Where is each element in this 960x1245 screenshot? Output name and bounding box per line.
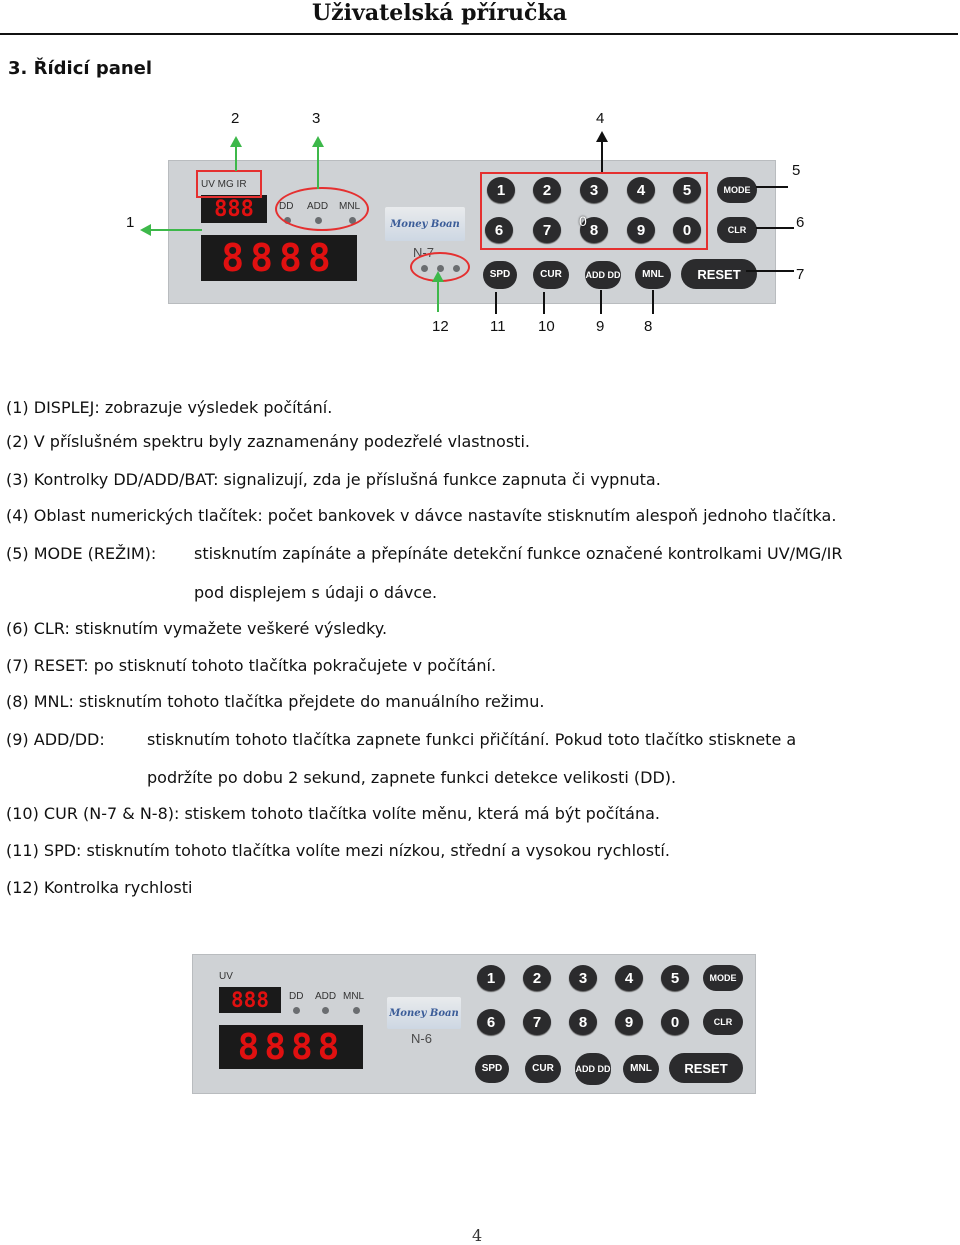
mnl-button[interactable]: MNL [635,261,671,289]
arrow-1-shaft [150,229,202,231]
desc-9-label: (9) ADD/DD: [6,730,105,749]
n6-num-button-8[interactable]: 8 [569,1009,597,1035]
desc-2: (2) V příslušném spektru byly zaznamenány podezřelé vlastnosti. [6,432,530,451]
desc-7: (7) RESET: po stisknutí tohoto tlačítka pokračujete v počítání. [6,656,497,675]
n6-add-dd-button[interactable]: ADD DD [575,1053,611,1085]
n6-cur-button[interactable]: CUR [525,1055,561,1083]
led-label-dd: DD [279,201,294,212]
spd-button[interactable]: SPD [483,261,517,289]
n6-num-button-2[interactable]: 2 [523,965,551,991]
desc-10: (10) CUR (N-7 & N-8): stiskem tohoto tlačítka volíte měnu, která má být počítána. [6,804,660,823]
arrow-2-head [230,136,242,147]
numeric-area-highlight-box [480,172,708,250]
document-header-title: Uživatelská příručka [312,0,567,26]
header-rule [0,33,958,35]
desc-6: (6) CLR: stisknutím vymažete veškeré výsledky. [6,619,388,638]
arrow-3-head [312,136,324,147]
callout-5: 5 [792,162,801,179]
callout-6: 6 [796,214,805,231]
model-label: N-7 [413,245,434,260]
num-button-2[interactable]: 2 [533,177,561,203]
num-button-1[interactable]: 1 [487,177,515,203]
led-mnl-n6 [353,1007,360,1014]
clr-button[interactable]: CLR [717,217,757,243]
batch-display-n6: 888 [219,987,281,1013]
num-button-7[interactable]: 7 [533,217,561,243]
section-title: 3. Řídicí panel [8,58,153,79]
num-button-6[interactable]: 6 [485,217,513,243]
model-label-n6: N-6 [411,1031,432,1046]
callout-8: 8 [644,318,653,335]
led-label-dd-n6: DD [289,991,304,1002]
n6-reset-button[interactable]: RESET [669,1053,743,1083]
callout-11: 11 [490,318,506,335]
arrow-4-head [596,131,608,142]
arrow-3-shaft [317,145,319,189]
mode-button[interactable]: MODE [717,177,757,203]
arrow-7-line [746,270,794,272]
desc-9-line2: podržíte po dobu 2 sekund, zapnete funkci detekce velikosti (DD). [147,768,677,787]
num-button-0[interactable]: 0 [673,217,701,243]
page-number: 4 [472,1226,483,1245]
desc-5-label: (5) MODE (REŽIM): [6,544,157,563]
callout-3: 3 [312,110,321,127]
desc-11: (11) SPD: stisknutím tohoto tlačítka volíte mezi nízkou, střední a vysokou rychlostí. [6,841,670,860]
arrow-6-line [756,227,794,229]
n6-num-button-6[interactable]: 6 [477,1009,505,1035]
num-button-4[interactable]: 4 [627,177,655,203]
callout-overlay: 0 [579,213,587,229]
brand-logo-n6: Money Boan [387,997,461,1029]
n6-num-button-5[interactable]: 5 [661,965,689,991]
led-label-mnl-n6: MNL [343,991,365,1002]
n6-num-button-1[interactable]: 1 [477,965,505,991]
arrow-4-shaft [601,140,603,172]
n6-spd-button[interactable]: SPD [475,1055,509,1083]
cur-button[interactable]: CUR [533,261,569,289]
count-display-n6: 8888 [219,1025,363,1069]
arrow-8-line [652,290,654,314]
callout-10: 10 [538,318,555,335]
n6-mnl-button[interactable]: MNL [623,1055,659,1083]
n6-num-button-3[interactable]: 3 [569,965,597,991]
n6-num-button-4[interactable]: 4 [615,965,643,991]
arrow-11-line [495,292,497,314]
num-button-9[interactable]: 9 [627,217,655,243]
arrow-10-line [543,292,545,314]
arrow-5-line [756,186,788,188]
desc-5-line1: stisknutím zapínáte a přepínáte detekční funkce označené kontrolkami UV/MG/IR [194,544,843,563]
num-button-5[interactable]: 5 [673,177,701,203]
callout-4: 4 [596,110,605,127]
arrow-12-head [432,271,444,282]
n6-num-button-0[interactable]: 0 [661,1009,689,1035]
arrow-2-shaft [235,145,237,171]
arrow-9-line [600,290,602,314]
led-label-add-n6: ADD [315,991,337,1002]
arrow-1-head [140,224,151,236]
desc-12: (12) Kontrolka rychlosti [6,878,193,897]
desc-1: (1) DISPLEJ: zobrazuje výsledek počítání. [6,398,333,417]
reset-button[interactable]: RESET [681,259,757,289]
num-button-3[interactable]: 3 [580,177,608,203]
n6-num-button-7[interactable]: 7 [523,1009,551,1035]
led-label-mnl: MNL [339,201,361,212]
n6-mode-button[interactable]: MODE [703,965,743,991]
desc-3: (3) Kontrolky DD/ADD/BAT: signalizují, zda je příslušná funkce zapnuta či vypnuta. [6,470,661,489]
arrow-12-shaft [437,280,439,312]
callout-12: 12 [432,318,449,335]
indicator-highlight-box [196,170,262,198]
n6-num-button-9[interactable]: 9 [615,1009,643,1035]
callout-1: 1 [126,214,135,231]
callout-2: 2 [231,110,240,127]
num-button-8[interactable]: 8 [580,217,608,243]
desc-9-line1: stisknutím tohoto tlačítka zapnete funkci přičítání. Pokud toto tlačítko stisknete a [147,730,797,749]
batch-display: 888 [201,195,267,223]
count-display: 8888 [201,235,357,281]
desc-8: (8) MNL: stisknutím tohoto tlačítka přejdete do manuálního režimu. [6,692,545,711]
led-add-n6 [322,1007,329,1014]
led-label-add: ADD [307,201,329,212]
callout-9: 9 [596,318,605,335]
led-highlight-circle [275,187,369,231]
led-dd-n6 [293,1007,300,1014]
desc-4: (4) Oblast numerických tlačítek: počet bankovek v dávce nastavíte stisknutím alespoň jednoho tlačítka. [6,506,837,525]
add-dd-button[interactable]: ADD DD [585,261,621,289]
callout-7: 7 [796,266,805,283]
control-panel-n6 [192,954,756,1094]
n6-clr-button[interactable]: CLR [703,1009,743,1035]
brand-logo: Money Boan [385,207,465,241]
indicator-labels: UV MG IR [201,179,247,190]
desc-5-line2: pod displejem s údaji o dávce. [194,583,438,602]
indicator-labels-n6: UV [219,971,233,982]
